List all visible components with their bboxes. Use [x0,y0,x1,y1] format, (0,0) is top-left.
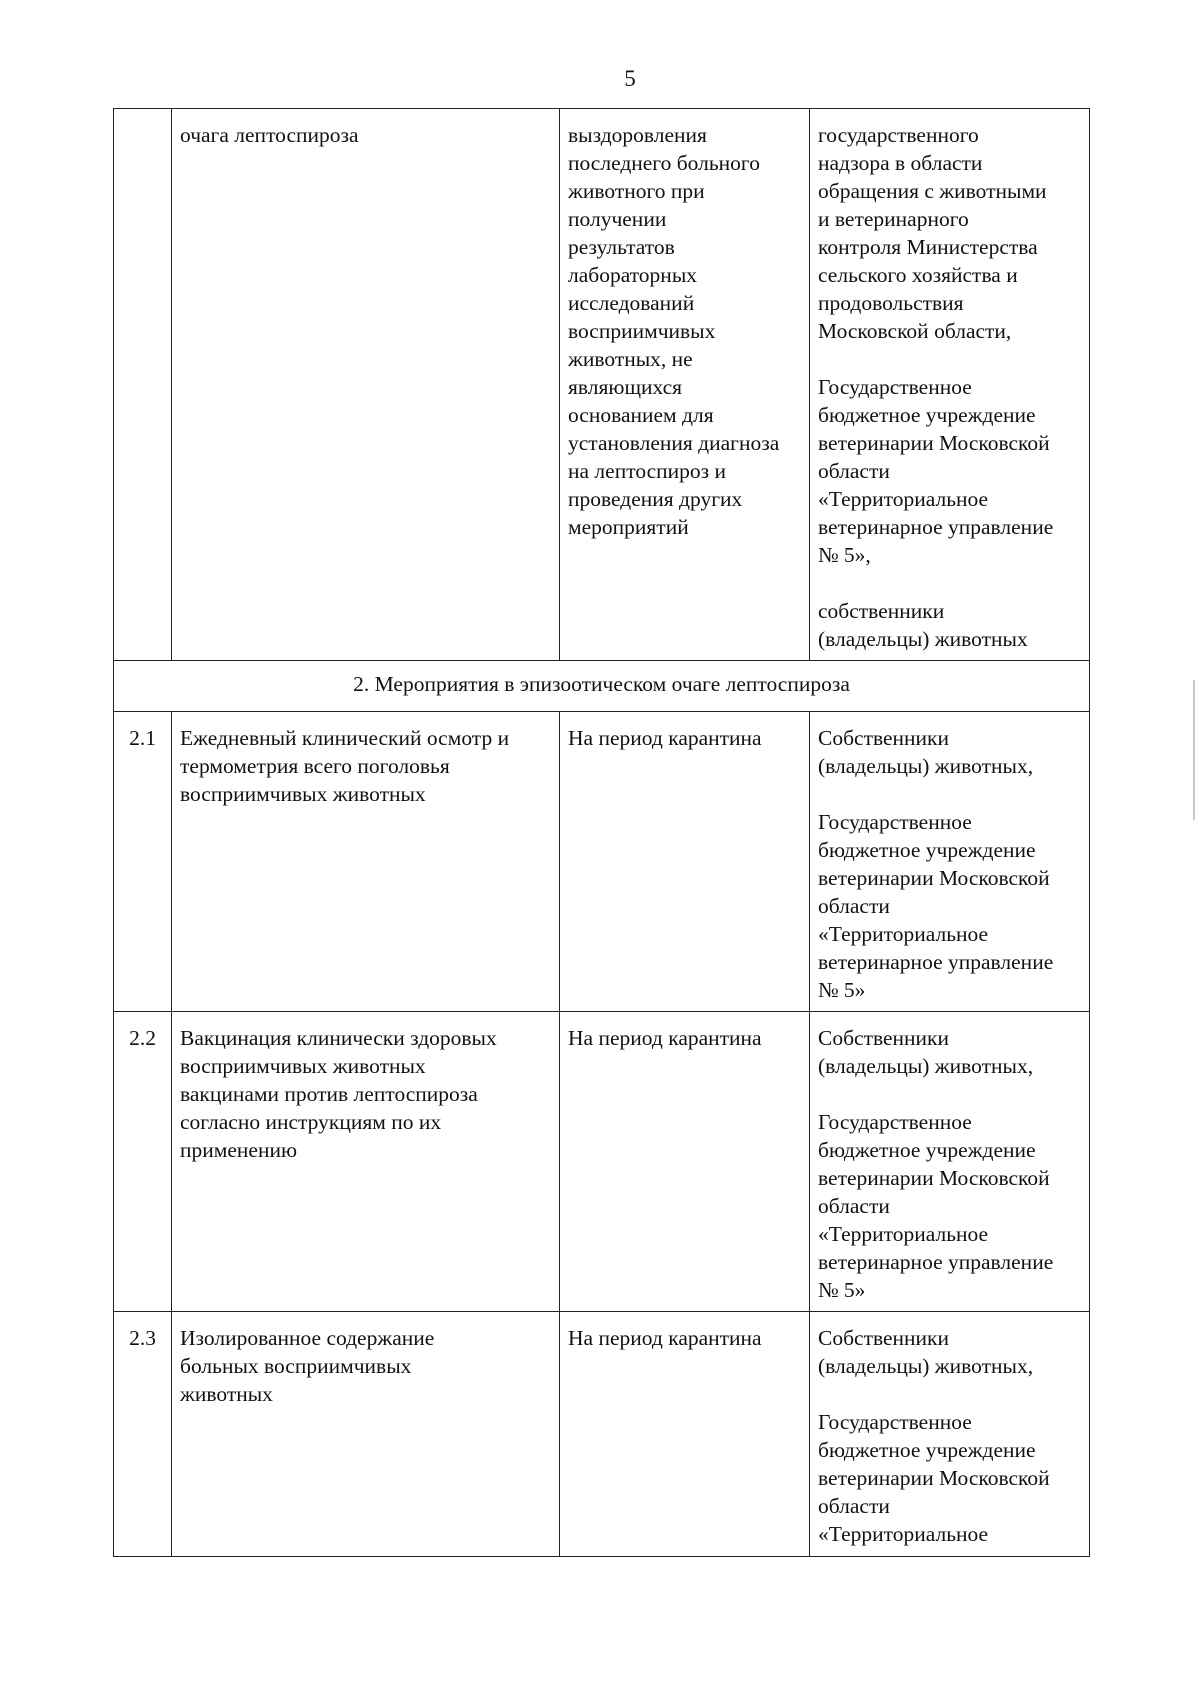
responsible-paragraph: собственники (владельцы) животных [818,599,1028,651]
responsible-paragraph: Государственное бюджетное учреждение ветеринарии Московской области «Территориальное ветеринарное управление № 5», [818,375,1054,567]
measure-cell: Ежедневный клинический осмотр и термометрия всего поголовья восприимчивых животных [172,712,560,1012]
term-cell: выздоровления последнего больного животного при получении результатов лабораторных исследований восприимчивых животных, не являющихся основанием для установления диагноза на лептоспироз и проведения других мероприятий [560,109,810,661]
table-row-continuation [114,109,1090,661]
page-number: 5 [624,66,636,91]
term-cell: На период карантина [560,1012,810,1312]
term-cell: На период карантина [560,1312,810,1557]
measure-cell: Изолированное содержание больных восприимчивых животных [172,1312,560,1557]
table-row [114,1012,1090,1312]
number-cell: 2.3 [114,1312,172,1557]
section-header-row [114,661,1090,712]
responsible-cell [810,109,1090,661]
measures-table [113,108,1090,1557]
responsible-cell [810,1312,1090,1557]
measure-cell: Вакцинация клинически здоровых восприимчивых животных вакцинами против лептоспироза согласно инструкциям по их применению [172,1012,560,1312]
section-title: 2. Мероприятия в эпизоотическом очаге лептоспироза [114,661,1090,712]
table-row [114,1312,1090,1557]
responsible-paragraph: Государственное бюджетное учреждение ветеринарии Московской области «Территориальное ветеринарное управление № 5» [818,1110,1054,1302]
responsible-paragraph: государственного надзора в области обращения с животными и ветеринарного контроля Министерства сельского хозяйства и продовольствия Московской области, [818,123,1047,343]
number-cell: 2.1 [114,712,172,1012]
responsible-paragraph: Собственники (владельцы) животных, [818,726,1034,778]
responsible-paragraph: Собственники (владельцы) животных, [818,1326,1034,1378]
number-cell [114,109,172,661]
table-row [114,712,1090,1012]
scan-edge-line [1193,680,1195,820]
responsible-cell [810,712,1090,1012]
responsible-paragraph: Государственное бюджетное учреждение ветеринарии Московской области «Территориальное [818,1410,1050,1546]
measure-cell: очага лептоспироза [172,109,560,661]
responsible-paragraph: Собственники (владельцы) животных, [818,1026,1034,1078]
number-cell: 2.2 [114,1012,172,1312]
responsible-paragraph: Государственное бюджетное учреждение ветеринарии Московской области «Территориальное ветеринарное управление № 5» [818,810,1054,1002]
responsible-cell [810,1012,1090,1312]
term-cell: На период карантина [560,712,810,1012]
